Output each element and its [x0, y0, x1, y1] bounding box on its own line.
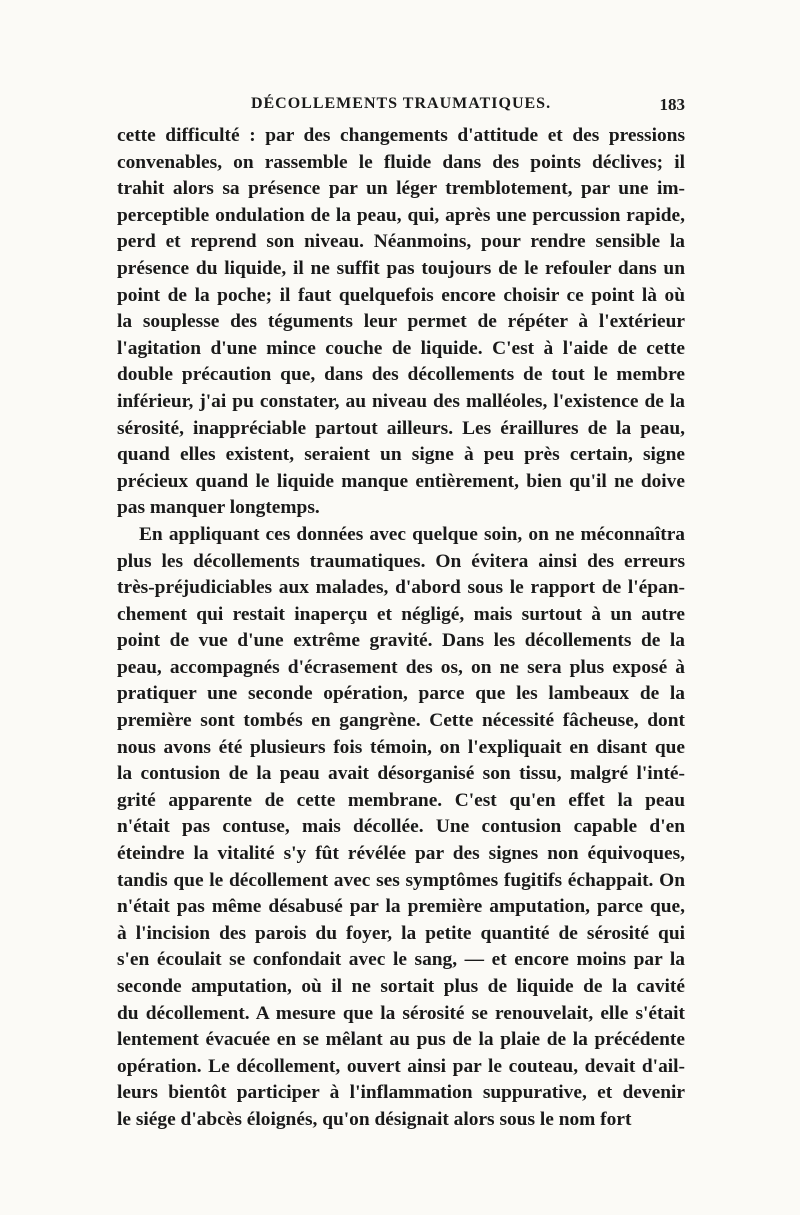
text-line: n'était pas contuse, mais décollée. Une contusion capable d'en [117, 816, 685, 838]
body-text [117, 123, 685, 1134]
text-line: perceptible ondulation de la peau, qui, après une percussion rapide, [117, 204, 685, 226]
text-line: la souplesse des téguments leur permet de répéter à l'extérieur [117, 311, 685, 333]
text-line: la contusion de la peau avait désorganisé son tissu, malgré l'inté- [117, 763, 685, 785]
text-line: point de la poche; il faut quelquefois encore choisir ce point là où [117, 284, 685, 306]
text-line: présence du liquide, il ne suffit pas toujours de le refouler dans un [117, 257, 685, 279]
text-line: convenables, on rassemble le fluide dans des points déclives; il [117, 151, 685, 173]
text-line: perd et reprend son niveau. Néanmoins, pour rendre sensible la [117, 231, 685, 253]
text-line: opération. Le décollement, ouvert ainsi par le couteau, devait d'ail- [117, 1055, 685, 1077]
text-line: du décollement. A mesure que la sérosité se renouvelait, elle s'était [117, 1002, 685, 1024]
text-line: plus les décollements traumatiques. On évitera ainsi des erreurs [117, 550, 685, 572]
text-line: s'en écoulait se confondait avec le sang, — et encore moins par la [117, 949, 685, 971]
text-line: lentement évacuée en se mêlant au pus de la plaie de la précédente [117, 1029, 685, 1051]
text-line: tandis que le décollement avec ses symptômes fugitifs échappait. On [117, 869, 685, 891]
text-line: première sont tombés en gangrène. Cette nécessité fâcheuse, dont [117, 710, 685, 732]
text-line: leurs bientôt participer à l'inflammation suppurative, et devenir [117, 1082, 685, 1104]
text-line: éteindre la vitalité s'y fût révélée par des signes non équivoques, [117, 843, 685, 865]
page-number: 183 [659, 95, 685, 114]
running-title: DÉCOLLEMENTS TRAUMATIQUES. [250, 95, 552, 112]
text-line: trahit alors sa présence par un léger tremblotement, par une im- [117, 178, 685, 200]
text-line: l'agitation d'une mince couche de liquide. C'est à l'aide de cette [117, 337, 685, 359]
text-line: peau, accompagnés d'écrasement des os, on ne sera plus exposé à [117, 656, 685, 678]
text-line: à l'incision des parois du foyer, la petite quantité de sérosité qui [117, 922, 685, 944]
text-line: le siége d'abcès éloignés, qu'on désignait alors sous le nom fort [117, 1108, 632, 1130]
text-line: précieux quand le liquide manque entièrement, bien qu'il ne doive [117, 470, 685, 492]
paragraph [117, 123, 685, 522]
running-head [117, 95, 685, 119]
text-line: inférieur, j'ai pu constater, au niveau des malléoles, l'existence de la [117, 390, 685, 412]
text-line: sérosité, inappréciable partout ailleurs. Les éraillures de la peau, [117, 417, 685, 439]
text-line: quand elles existent, seraient un signe à peu près certain, signe [117, 444, 685, 466]
text-line: seconde amputation, où il ne sortait plus de liquide de la cavité [117, 976, 685, 997]
book-page [117, 95, 685, 1134]
text-line: pas manquer longtemps. [117, 497, 320, 519]
text-line: nous avons été plusieurs fois témoin, on l'expliquait en disant que [117, 736, 685, 758]
text-line: cette difficulté : par des changements d'attitude et des pressions [117, 125, 685, 146]
text-line: chement qui restait inaperçu et négligé, mais surtout à un autre [117, 603, 685, 625]
paragraph [117, 522, 685, 1134]
text-line: n'était pas même désabusé par la première amputation, parce que, [117, 896, 685, 918]
text-line: double précaution que, dans des décollements de tout le membre [117, 364, 685, 386]
text-line: En appliquant ces données avec quelque soin, on ne méconnaîtra [139, 523, 685, 545]
text-line: grité apparente de cette membrane. C'est qu'en effet la peau [117, 789, 685, 811]
text-line: point de vue d'une extrême gravité. Dans les décollements de la [117, 630, 685, 652]
text-line: pratiquer une seconde opération, parce que les lambeaux de la [117, 683, 685, 705]
text-line: très-préjudiciables aux malades, d'abord sous le rapport de l'épan- [117, 577, 685, 599]
